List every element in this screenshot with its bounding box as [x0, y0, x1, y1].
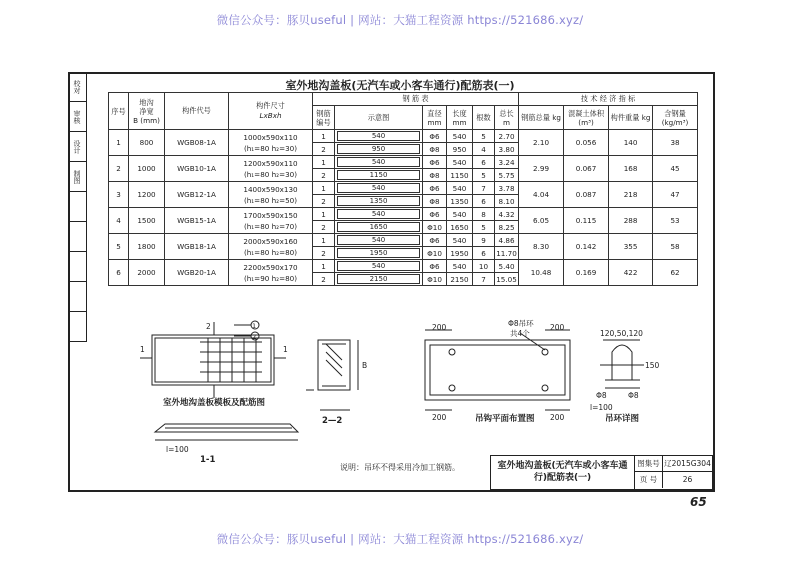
cell-len: 540 [447, 130, 473, 143]
cell-len: 1350 [447, 195, 473, 208]
cell-width: 1200 [129, 182, 165, 208]
hook-detail-title: 吊环详图 [605, 414, 640, 424]
cell-rebar-no: 1 [313, 156, 335, 169]
header-steel-total: 钢筋总量 kg [519, 106, 564, 130]
dim-b-section: B [362, 361, 368, 370]
cell-seq: 5 [109, 234, 129, 260]
side-label: 校对 [68, 72, 86, 102]
dim-200-right: 200 [550, 323, 565, 332]
cell-dia: Φ10 [423, 247, 447, 260]
cell-rebar-no: 2 [313, 273, 335, 286]
cell-seq: 1 [109, 130, 129, 156]
cell-len: 1150 [447, 169, 473, 182]
rebar-sketch: 950 [337, 144, 420, 154]
cell-weight: 140 [609, 130, 653, 156]
cell-code: WGB20-1A [165, 260, 229, 286]
cell-steel-rate: 53 [653, 208, 698, 234]
cell-weight: 168 [609, 156, 653, 182]
page-no: 26 [682, 475, 693, 484]
cell-total-len: 5.75 [495, 169, 519, 182]
cell-dia: Φ10 [423, 221, 447, 234]
cell-count: 5 [473, 221, 495, 234]
size-heights: (h₁=80 h₂=30) [243, 169, 298, 179]
cell-code: WGB08-1A [165, 130, 229, 156]
dim-150: 150 [645, 361, 660, 370]
cell-len: 540 [447, 208, 473, 221]
dim-200-left: 200 [432, 323, 447, 332]
cell-dia: Φ6 [423, 208, 447, 221]
size-heights: (h₁=80 h₂=70) [243, 221, 298, 231]
cell-count: 8 [473, 208, 495, 221]
cell-total-len: 8.25 [495, 221, 519, 234]
cell-steel-total: 8.30 [519, 234, 564, 260]
cell-total-len: 3.24 [495, 156, 519, 169]
cell-rebar-no: 1 [313, 130, 335, 143]
cell-rebar-no: 1 [313, 260, 335, 273]
cell-concrete: 0.115 [564, 208, 609, 234]
size-heights: (h₁=80 h₂=80) [243, 247, 298, 257]
cell-steel-total: 2.99 [519, 156, 564, 182]
dim-200-bottom-left: 200 [432, 413, 447, 422]
rebar-sketch: 540 [337, 235, 420, 245]
cell-code: WGB15-1A [165, 208, 229, 234]
header-steel-rate: 含钢量 (kg/m³) [653, 106, 698, 130]
plan-mark-1-left: 1 [140, 345, 145, 354]
watermark-bottom: 微信公众号：豚贝useful | 网站：大猫工程资源 https://521686.xyz/ [216, 532, 584, 546]
cell-weight: 422 [609, 260, 653, 286]
hook-plan-view [425, 330, 570, 410]
cell-rebar-no: 1 [313, 208, 335, 221]
section-2-2-label: 2—2 [322, 416, 343, 426]
cell-code: WGB18-1A [165, 234, 229, 260]
cell-rebar-no: 1 [313, 182, 335, 195]
note-text: 说明：吊环不得采用冷加工钢筋。 [340, 463, 460, 472]
detail-phi8-right: Φ8 [628, 391, 639, 400]
cell-count: 4 [473, 143, 495, 156]
cell-steel-rate: 47 [653, 182, 698, 208]
header-len: 长度 mm [447, 106, 473, 130]
rebar-sketch: 540 [337, 209, 420, 219]
cell-seq: 4 [109, 208, 129, 234]
size-heights: (h₁=90 h₂=80) [243, 273, 298, 283]
title-block-title: 室外地沟盖板(无汽车或小客车通行)配筋表(一) [491, 456, 635, 489]
cell-total-len: 4.32 [495, 208, 519, 221]
cell-steel-total: 4.04 [519, 182, 564, 208]
rebar-sketch: 1150 [337, 170, 420, 180]
cell-len: 540 [447, 182, 473, 195]
cell-len: 540 [447, 260, 473, 273]
cell-dia: Φ6 [423, 156, 447, 169]
cell-seq: 2 [109, 156, 129, 182]
cell-len: 1950 [447, 247, 473, 260]
cell-rebar-no: 2 [313, 195, 335, 208]
cell-width: 1800 [129, 234, 165, 260]
rebar-sketch: 1650 [337, 222, 420, 232]
cell-concrete: 0.169 [564, 260, 609, 286]
cell-total-len: 5.40 [495, 260, 519, 273]
header-count: 根数 [473, 106, 495, 130]
header-total-len: 总长 m [495, 106, 519, 130]
rebar-sketch: 540 [337, 131, 420, 141]
size-dims: 1200x590x110 [243, 158, 298, 168]
header-code: 构件代号 [165, 93, 229, 130]
plan-mark-2-top: 2 [206, 322, 211, 331]
cell-total-len: 2.70 [495, 130, 519, 143]
cell-count: 5 [473, 169, 495, 182]
cell-weight: 218 [609, 182, 653, 208]
atlas-label: 图集号 [635, 456, 663, 472]
header-seq: 序号 [109, 93, 129, 130]
header-weight: 构件重量 kg [609, 106, 653, 130]
size-dims: 2200x590x170 [243, 262, 298, 272]
cell-seq: 3 [109, 182, 129, 208]
cell-steel-rate: 38 [653, 130, 698, 156]
size-dims: 2000x590x160 [243, 236, 298, 246]
cell-steel-rate: 45 [653, 156, 698, 182]
header-width: 地沟 净宽 B (mm) [129, 93, 165, 130]
cell-rebar-no: 2 [313, 247, 335, 260]
plan-view [140, 321, 286, 398]
cell-total-len: 4.86 [495, 234, 519, 247]
hook-note: Φ8吊环 [508, 319, 534, 328]
header-rebar-no: 钢筋编号 [313, 106, 335, 130]
cell-code: WGB10-1A [165, 156, 229, 182]
dim-l100-detail: l=100 [590, 403, 613, 412]
size-dims: 1400x590x130 [243, 184, 298, 194]
plan-circle-2: 2 [252, 333, 257, 341]
page-number: 65 [690, 495, 707, 509]
header-size: 构件尺寸 LxBxh [229, 93, 313, 130]
cell-total-len: 3.80 [495, 143, 519, 156]
cell-rebar-no: 2 [313, 221, 335, 234]
cell-dia: Φ10 [423, 273, 447, 286]
header-sketch: 示意图 [335, 106, 423, 130]
cell-count: 10 [473, 260, 495, 273]
cell-width: 1000 [129, 156, 165, 182]
rebar-sketch: 540 [337, 261, 420, 271]
cell-dia: Φ6 [423, 130, 447, 143]
cell-total-len: 3.78 [495, 182, 519, 195]
size-heights: (h₁=80 h₂=30) [243, 143, 298, 153]
cell-weight: 288 [609, 208, 653, 234]
plan-title: 室外地沟盖板模板及配筋图 [163, 398, 266, 408]
cell-count: 7 [473, 182, 495, 195]
plan-mark-1-right: 1 [283, 345, 288, 354]
detail-phi8-left: Φ8 [596, 391, 607, 400]
hook-plan-title: 吊钩平面布置图 [475, 414, 535, 424]
cell-count: 6 [473, 156, 495, 169]
section-2-2 [306, 340, 358, 410]
cell-rebar-no: 2 [313, 169, 335, 182]
cell-weight: 355 [609, 234, 653, 260]
cell-len: 1650 [447, 221, 473, 234]
dim-200-bottom-right: 200 [550, 413, 565, 422]
cell-len: 2150 [447, 273, 473, 286]
cell-total-len: 8.10 [495, 195, 519, 208]
rebar-sketch: 540 [337, 157, 420, 167]
watermark-top: 微信公众号：豚贝useful | 网站：大猫工程资源 https://521686.xyz/ [216, 13, 584, 27]
cell-len: 540 [447, 156, 473, 169]
cell-width: 1500 [129, 208, 165, 234]
cell-dia: Φ6 [423, 234, 447, 247]
cell-total-len: 11.70 [496, 248, 517, 258]
atlas-no: 辽2015G304 [663, 456, 712, 472]
dim-l100-left: l=100 [166, 445, 189, 454]
cell-dia: Φ6 [423, 182, 447, 195]
rebar-sketch: 1350 [337, 196, 420, 206]
cell-steel-total: 2.10 [519, 130, 564, 156]
plan-circle-1: 1 [252, 322, 257, 330]
cell-count: 5 [473, 130, 495, 143]
section-1-1 [155, 424, 298, 440]
header-rebar-group: 钢 筋 表 [313, 93, 519, 106]
cell-count: 6 [473, 247, 495, 260]
hook-note-count: 共4个 [510, 329, 530, 338]
size-dims: 1700x590x150 [243, 210, 298, 220]
cell-count: 7 [473, 273, 495, 286]
size-heights: (h₁=80 h₂=50) [243, 195, 298, 205]
side-label: 设计 [68, 132, 86, 162]
header-tech-group: 技 术 经 济 指 标 [519, 93, 698, 106]
page-label: 页 号 [635, 472, 663, 488]
cell-len: 540 [447, 234, 473, 247]
cell-dia: Φ6 [423, 260, 447, 273]
rebar-sketch: 1950 [337, 248, 420, 258]
cell-rebar-no: 2 [313, 143, 335, 156]
cell-len: 950 [447, 143, 473, 156]
cell-concrete: 0.142 [564, 234, 609, 260]
cell-count: 9 [473, 234, 495, 247]
cell-total-len: 15.05 [496, 274, 517, 284]
rebar-sketch: 540 [337, 183, 420, 193]
cell-steel-rate: 62 [653, 260, 698, 286]
cell-concrete: 0.067 [564, 156, 609, 182]
rebar-sketch: 2150 [337, 274, 420, 284]
cell-count: 6 [473, 195, 495, 208]
cell-dia: Φ8 [423, 195, 447, 208]
cell-dia: Φ8 [423, 143, 447, 156]
side-label: 审核 [68, 102, 86, 132]
cell-dia: Φ8 [423, 169, 447, 182]
hook-detail [600, 340, 644, 388]
cell-width: 800 [129, 130, 165, 156]
cell-steel-total: 10.48 [519, 260, 564, 286]
header-concrete: 混凝土体积 (m³) [564, 106, 609, 130]
cell-concrete: 0.056 [564, 130, 609, 156]
title-block [490, 455, 713, 490]
cell-seq: 6 [109, 260, 129, 286]
side-label: 制图 [68, 162, 86, 192]
section-1-1-label: 1-1 [200, 455, 216, 465]
cell-code: WGB12-1A [165, 182, 229, 208]
table-title: 室外地沟盖板(无汽车或小客车通行)配筋表(一) [285, 79, 515, 92]
header-dia: 直径 mm [423, 106, 447, 130]
cell-width: 2000 [129, 260, 165, 286]
cell-steel-rate: 58 [653, 234, 698, 260]
size-dims: 1000x590x110 [243, 132, 298, 142]
dim-120-50-120: 120,50,120 [600, 329, 643, 338]
cell-steel-total: 6.05 [519, 208, 564, 234]
cell-concrete: 0.087 [564, 182, 609, 208]
cell-rebar-no: 1 [313, 234, 335, 247]
